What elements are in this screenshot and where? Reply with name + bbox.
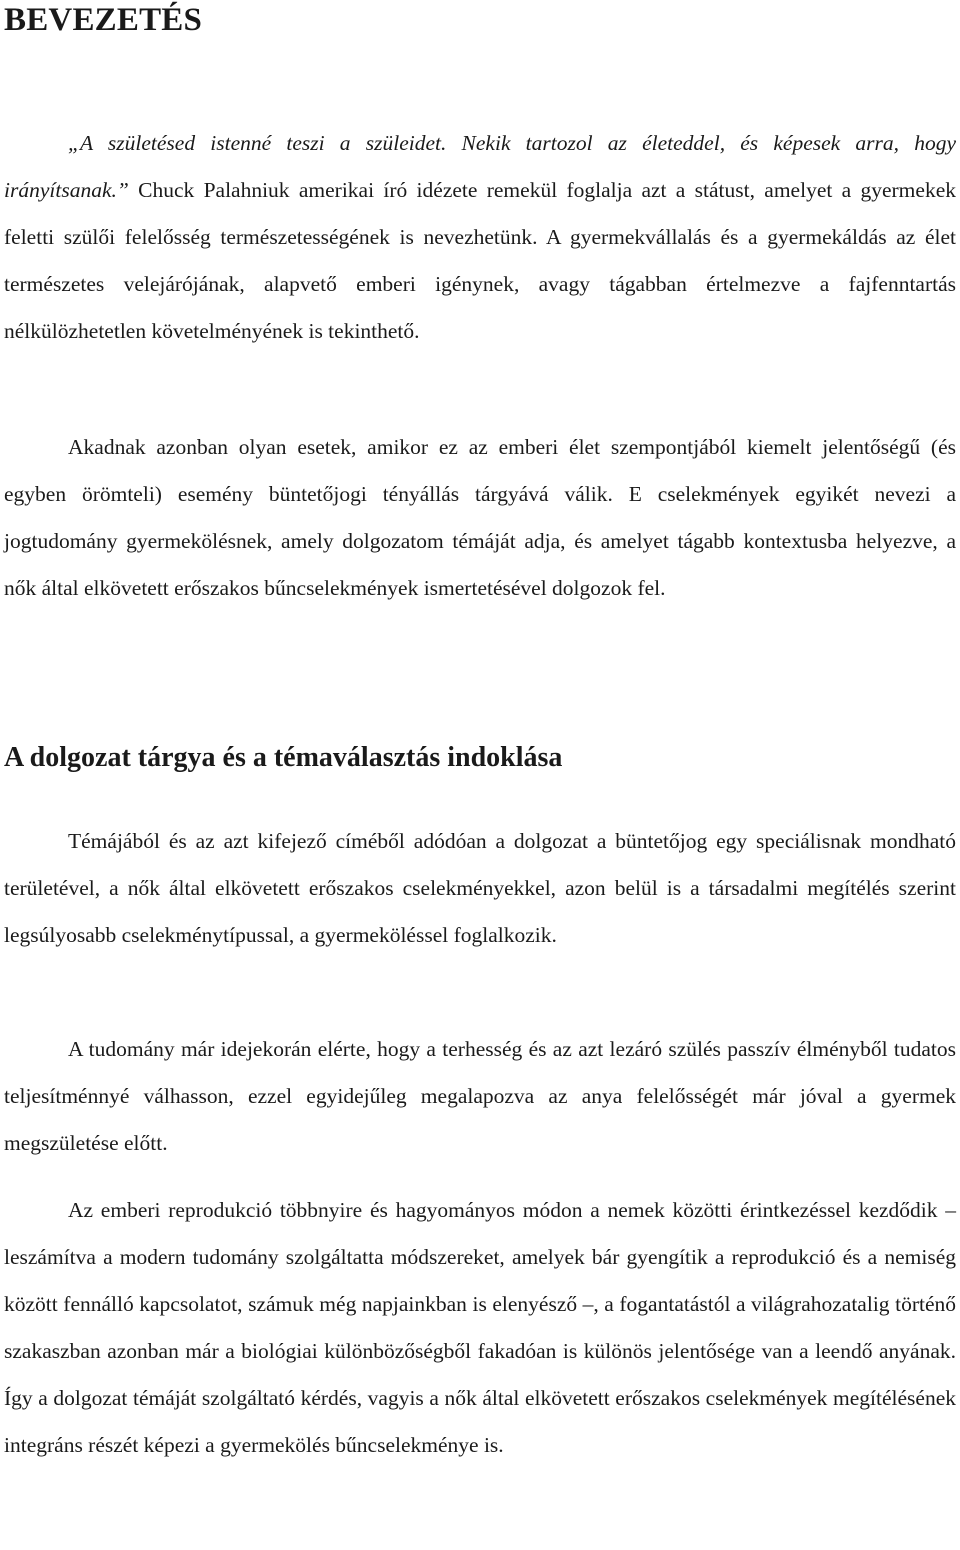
section-paragraph-1: Témájából és az azt kifejező címéből adódóan a dolgozat a büntetőjog egy speciálisnak mondható területével, a nők által elkövetett erőszakos cselekményekkel, azon belül is a társadalmi megítélés szerint legsúlyosabb cselekménytípussal, a gyermeköléssel foglalkozik. [4, 829, 956, 947]
opening-quote: „A születésed istenné teszi a szüleidet. Nekik tartozol az életeddel, és képesek arra, hogy irányítsanak.” [4, 131, 956, 202]
intro-paragraph-text: Chuck Palahniuk amerikai író idézete remekül foglalja azt a státust, amelyet a gyermekek feletti szülői felelősség természetességének is nevezhetünk. A gyermekvállalás és a gyermekáldás az élet természetes velejárójának, alapvető emberi igénynek, avagy tágabban értelmezve a fajfenntartás nélkülözhetetlen követelményének is tekinthető. [4, 178, 956, 343]
section-paragraph-2: A tudomány már idejekorán elérte, hogy a terhesség és az azt lezáró szülés passzív élményből tudatos teljesítménnyé válhasson, ezzel egyidejűleg megalapozva az anya felelősségét már jóval a gyermek megszületése előtt. [4, 1037, 956, 1155]
second-paragraph: Akadnak azonban olyan esetek, amikor ez az emberi élet szempontjából kiemelt jelentőségű (és egyben örömteli) esemény büntetőjogi tényállás tárgyává válik. E cselekmények egyikét nevezi a jogtudomány gyermekölésnek, amely dolgozatom témáját adja, és amelyet tágabb kontextusba helyezve, a nők által elkövetett erőszakos bűncselekmények ismertetésével dolgozok fel. [4, 435, 956, 600]
page-title: BEVEZETÉS [4, 2, 203, 38]
section-heading: A dolgozat tárgya és a témaválasztás indoklása [4, 742, 563, 773]
section-paragraph-3: Az emberi reprodukció többnyire és hagyományos módon a nemek közötti érintkezéssel kezdődik – leszámítva a modern tudomány szolgáltatta módszereket, amelyek bár gyengítik a reprodukció és a nemiség között fennálló kapcsolatot, számuk még napjainkban is elenyésző –, a fogantatástól a világrahozatalig történő szakaszban azonban már a biológiai különbözőségből fakadóan is különös jelentősége van a leendő anyának. Így a dolgozat témáját szolgáltató kérdés, vagyis a nők által elkövetett erőszakos cselekmények megítélésének integráns részét képezi a gyermekölés bűncselekménye is. [4, 1198, 956, 1457]
intro-paragraph [4, 120, 956, 355]
